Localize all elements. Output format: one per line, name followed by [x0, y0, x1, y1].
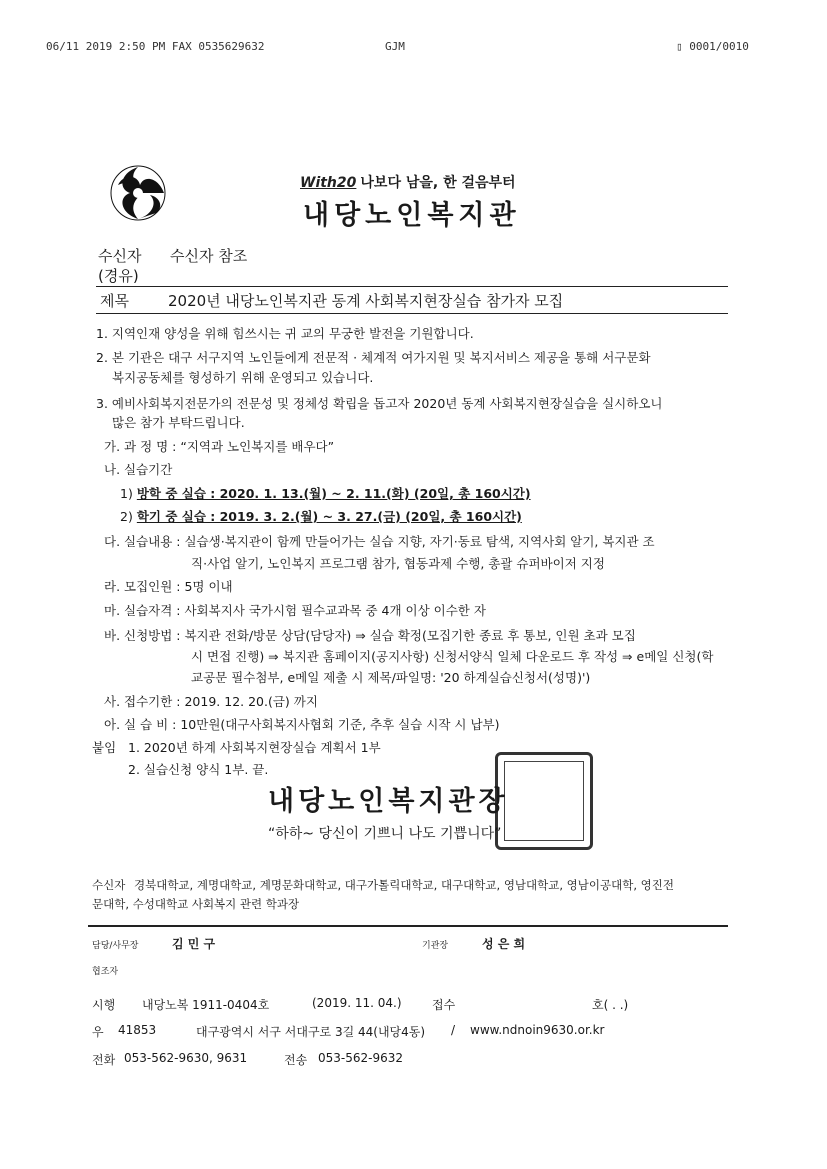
- item-ba-line3: 교공문 필수첨부, e메일 제출 시 제목/파일명: '20 하계실습신청서(성명)'): [191, 670, 591, 685]
- enforcement-label: 시행: [92, 998, 116, 1012]
- zip-code: 41853: [118, 1023, 157, 1037]
- phone-label: 전화: [92, 1053, 116, 1067]
- fax-label: 전송: [284, 1053, 308, 1067]
- paragraph-3-line1: 3. 예비사회복지전문가의 전문성 및 정체성 확립을 돕고자 2020년 동계 사회복지현장실습을 실시하오니: [96, 396, 663, 411]
- fax-icon: ▯: [676, 40, 683, 53]
- signature-motto: “하하~ 당신이 기쁘니 나도 기쁩니다”: [268, 826, 502, 842]
- fax-header-left: 06/11 2019 2:50 PM FAX 0535629632: [46, 40, 265, 53]
- subject-label: 제목: [100, 292, 129, 310]
- director-name: 성 은 희: [482, 937, 526, 951]
- phone-number: 053-562-9630, 9631: [124, 1051, 248, 1065]
- official-seal-stamp: [495, 752, 593, 850]
- item-na-1-text: 방학 중 실습 : 2020. 1. 13.(월) ~ 2. 11.(화) (20일, 총 160시간): [136, 486, 531, 501]
- paragraph-3-line2: 많은 참가 부탁드립니다.: [112, 415, 245, 430]
- recipients-line1: 경북대학교, 계명대학교, 계명문화대학교, 대구가톨릭대학교, 대구대학교, 영남대학교, 영남이공대학, 영진전: [134, 878, 674, 892]
- org-slogan: [300, 172, 516, 192]
- address: 대구광역시 서구 서대구로 3길 44(내당4동): [196, 1025, 426, 1039]
- paragraph-1: 1. 지역인재 양성을 위해 힘쓰시는 귀 교의 무궁한 발전을 기원합니다.: [96, 326, 474, 341]
- website-link[interactable]: www.ndnoin9630.or.kr: [470, 1023, 605, 1037]
- staff-label: 담당/사무장: [92, 941, 139, 951]
- paragraph-2-line2: 복지공동체를 형성하기 위해 운영되고 있습니다.: [112, 370, 374, 385]
- item-na-2: [120, 508, 522, 526]
- item-ma: 마. 실습자격 : 사회복지사 국가시험 필수교과목 중 4개 이상 이수한 자: [104, 603, 486, 618]
- address-separator: /: [451, 1023, 456, 1037]
- org-logo-icon: [108, 163, 168, 223]
- recipients-line2: 문대학, 수성대학교 사회복지 관련 학과장: [92, 897, 300, 911]
- director-label: 기관장: [422, 941, 449, 951]
- attachments-label: 붙임: [92, 740, 117, 755]
- cooperator-label: 협조자: [92, 967, 119, 977]
- item-ra: 라. 모집인원 : 5명 이내: [104, 579, 233, 594]
- signature-name: 내당노인복지관장: [268, 786, 509, 817]
- zip-label: 우: [92, 1025, 104, 1039]
- item-ba-line2: 시 면접 진행) ⇒ 복지관 홈페이지(공지사항) 신청서양식 일체 다운로드 후 작성 ⇒ e메일 신청(학: [191, 649, 714, 664]
- item-na-1-label: 1): [120, 486, 133, 501]
- recipient-label: 수신자: [98, 247, 142, 265]
- org-name: 내당노인복지관: [303, 200, 521, 231]
- fax-page-count: 0001/0010: [689, 40, 749, 53]
- recipient-value: 수신자 참조: [170, 247, 248, 265]
- item-sa: 사. 접수기한 : 2019. 12. 20.(금) 까지: [104, 694, 318, 709]
- subject-value: 2020년 내당노인복지관 동계 사회복지현장실습 참가자 모집: [168, 292, 564, 310]
- slogan-text: 나보다 남을, 한 걸음부터: [360, 175, 516, 191]
- attachment-1: 1. 2020년 하계 사회복지현장실습 계획서 1부: [128, 740, 381, 755]
- item-a: 아. 실 습 비 : 10만원(대구사회복지사협회 기준, 추후 실습 시작 시 납부): [104, 717, 500, 732]
- header-divider-top: [96, 286, 728, 287]
- with20-logo: With20: [300, 175, 357, 191]
- enforcement-number: 내당노복 1911-0404호: [142, 998, 270, 1012]
- item-ga: 가. 과 정 명 : “지역과 노인복지를 배우다”: [104, 439, 335, 454]
- fax-header-center: GJM: [385, 40, 405, 53]
- header-divider-bottom: [96, 313, 728, 314]
- item-da-line1: 다. 실습내용 : 실습생·복지관이 함께 만들어가는 실습 지향, 자기·동료 탐색, 지역사회 알기, 복지관 조: [104, 534, 655, 549]
- attachment-2: 2. 실습신청 양식 1부. 끝.: [128, 762, 269, 777]
- item-na-1: [120, 485, 531, 503]
- paragraph-2-line1: 2. 본 기관은 대구 서구지역 노인들에게 전문적 · 체계적 여가지원 및 복지서비스 제공을 통해 서구문화: [96, 350, 651, 365]
- fax-number: 053-562-9632: [318, 1051, 404, 1065]
- recipients-label: 수신자: [92, 878, 126, 892]
- via-label: (경유): [98, 267, 139, 285]
- item-ba-line1: 바. 신청방법 : 복지관 전화/방문 상담(담당자) ⇒ 실습 확정(모집기한 종료 후 통보, 인원 초과 모집: [104, 628, 636, 643]
- receipt-label: 접수: [432, 998, 456, 1012]
- enforcement-date: (2019. 11. 04.): [312, 996, 402, 1010]
- item-na-2-label: 2): [120, 509, 133, 524]
- receipt-number: 호( . .): [592, 998, 629, 1012]
- footer-divider: [88, 925, 728, 927]
- fax-header-right: [676, 40, 749, 53]
- item-na: 나. 실습기간: [104, 462, 173, 477]
- item-da-line2: 직·사업 알기, 노인복지 프로그램 참가, 협동과제 수행, 총괄 슈퍼바이저 지정: [191, 556, 605, 571]
- staff-name: 김 민 구: [172, 937, 216, 951]
- item-na-2-text: 학기 중 실습 : 2019. 3. 2.(월) ~ 3. 27.(금) (20일, 총 160시간): [136, 509, 522, 524]
